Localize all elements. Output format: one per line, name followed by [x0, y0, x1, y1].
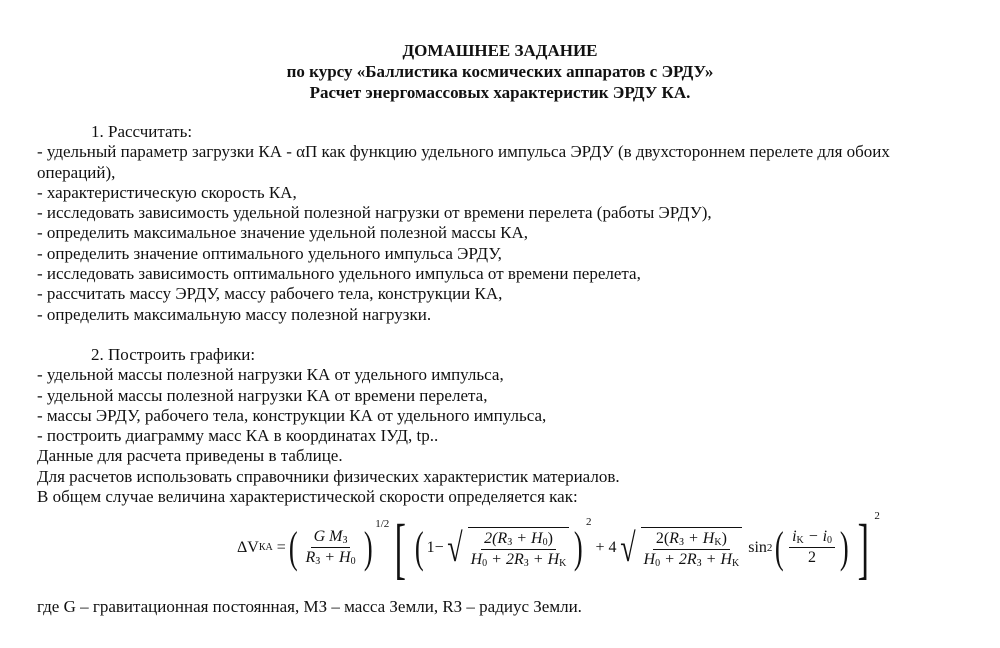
formula-sub: 0: [542, 536, 548, 548]
bracket: [: [394, 509, 407, 586]
formula-term: 2(R: [484, 529, 508, 547]
delta-v-formula: [237, 510, 880, 585]
exponent: 2: [586, 516, 592, 528]
fraction-gm: [302, 528, 358, 567]
formula-lhs: ΔV: [237, 538, 259, 556]
list-item: - определить максимальное значение удельной полезной массы КА,: [37, 223, 529, 243]
note: В общем случае величина характеристической скорости определяется как:: [37, 487, 578, 507]
formula-term: 1−: [426, 538, 444, 556]
formula-term: + 4: [595, 538, 617, 556]
list-item: - определить максимальную массу полезной нагрузки.: [37, 304, 432, 324]
list-item: - исследовать зависимость оптимального удельного импульса от времени перелета,: [37, 264, 641, 284]
sqrt-sign: √: [446, 525, 463, 570]
footer-note: где G – гравитационная постоянная, MЗ – масса Земли, RЗ – радиус Земли.: [37, 597, 582, 616]
formula-sub: 0: [827, 535, 833, 546]
paren: ): [574, 522, 584, 572]
list-item: - массы ЭРДУ, рабочего тела, конструкции КА от удельного импульса,: [37, 405, 547, 425]
formula-term: + H: [320, 549, 351, 566]
list-item: - построить диаграмму масс КА в координатах IУД, tр..: [37, 426, 439, 446]
section-2-heading: 2. Построить графики:: [91, 344, 256, 364]
formula-sub: K: [796, 535, 804, 546]
exponent: 1/2: [375, 518, 390, 530]
formula-term: + 2R: [487, 550, 524, 568]
list-item: - характеристическую скорость КА,: [37, 182, 297, 202]
title-line-2: по курсу «Баллистика космических аппаратов с ЭРДУ»: [286, 62, 714, 81]
list-item: - определить значение оптимального удельного импульса ЭРДУ,: [37, 243, 502, 263]
title-line-1: ДОМАШНЕЕ ЗАДАНИЕ: [402, 41, 598, 60]
formula-sub: З: [507, 536, 513, 548]
formula-term: sin: [748, 538, 767, 556]
document-body: [37, 122, 963, 507]
note: Для расчетов использовать справочники физических характеристик материалов.: [37, 466, 620, 486]
formula-sub: K: [559, 557, 567, 569]
paren: ): [363, 522, 373, 572]
bracket: ]: [857, 509, 869, 586]
note: Данные для расчета приведены в таблице.: [37, 446, 343, 466]
sqrt: √ $\frac{2(R_З + H_K)}{H_0 + 2R_З + H_K}$: [617, 524, 745, 571]
formula-term: + H: [528, 550, 560, 568]
paren: (: [288, 522, 298, 572]
sqrt-sign: √: [619, 525, 636, 570]
formula-eq: =: [276, 538, 286, 556]
formula-term: ): [547, 529, 553, 547]
formula-sub: З: [315, 556, 321, 567]
formula-term: G M: [313, 528, 343, 545]
formula-sub: 0: [350, 556, 356, 567]
formula-term: H: [470, 550, 483, 568]
formula-term: − i: [803, 528, 828, 545]
formula-term: + H: [512, 529, 543, 547]
formula-lhs-sub: КА: [258, 542, 273, 553]
formula-term: i: [792, 528, 797, 545]
document-title: [0, 40, 1000, 103]
list-item: - рассчитать массу ЭРДУ, массу рабочего тела, конструкции КА,: [37, 284, 503, 304]
list-item: - удельной массы полезной нагрузки КА от удельного импульса,: [37, 365, 504, 385]
exponent: 2: [766, 541, 773, 554]
formula-term: R: [305, 549, 316, 566]
title-line-3: Расчет энергомассовых характеристик ЭРДУ КА.: [309, 83, 691, 102]
formula-sub: 0: [482, 557, 488, 569]
paren: ): [839, 522, 849, 572]
formula-sub: З: [342, 535, 348, 546]
paren: (: [414, 522, 424, 572]
formula-sub: K: [714, 536, 722, 548]
list-item: - удельной массы полезной нагрузки КА от времени перелета,: [37, 385, 488, 405]
list-item: - исследовать зависимость удельной полезной нагрузки от времени перелета (работы ЭРДУ),: [37, 203, 712, 223]
fraction-inclination: [789, 528, 835, 567]
sqrt: [444, 524, 572, 571]
formula-sub: З: [523, 557, 529, 569]
formula-term: 2: [808, 549, 817, 566]
paren: (: [775, 522, 785, 572]
section-1-heading: 1. Рассчитать:: [91, 122, 193, 141]
exponent: 2: [874, 510, 880, 522]
list-item: - удельный параметр загрузки КА - αП как функцию удельного импульса ЭРДУ (в двухстороннем перелете для обоих операций),: [37, 142, 890, 182]
